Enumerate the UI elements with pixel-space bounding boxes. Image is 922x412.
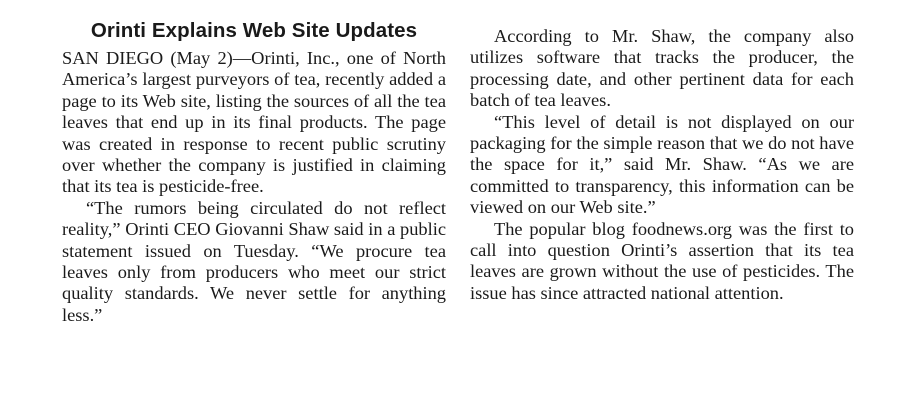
article-paragraph-quote: “The rumors being circulated do not reflect reality,” Orinti CEO Giovanni Shaw said in a public statement issued on Tuesday. “We procure tea leaves only from producers who meet our strict quality standards. We never settle for anything less.” bbox=[62, 197, 446, 325]
article-paragraph-packaging: “This level of detail is not displayed on our packaging for the simple reason that we do not have the space for it,” said Mr. Shaw. “As we are committed to transparency, this information can be viewed on our Web site.” bbox=[470, 111, 854, 218]
article-paragraph-dateline: SAN DIEGO (May 2)—Orinti, Inc., one of North America’s largest purveyors of tea, recently added a page to its Web site, listing the sources of all the tea leaves that end up in its final products. The page was created in response to recent public scrutiny over whether the company is justified in claiming that its tea is pesticide-free. bbox=[62, 48, 446, 197]
news-article bbox=[62, 18, 862, 398]
article-column-right bbox=[470, 26, 854, 304]
article-column-left bbox=[62, 18, 446, 326]
article-paragraph-software: According to Mr. Shaw, the company also utilizes software that tracks the producer, the processing date, and other pertinent data for each batch of tea leaves. bbox=[470, 26, 854, 111]
article-paragraph-blog: The popular blog foodnews.org was the first to call into question Orinti’s assertion that its tea leaves are grown without the use of pesticides. The issue has since attracted national attention. bbox=[470, 218, 854, 303]
article-headline: Orinti Explains Web Site Updates bbox=[90, 19, 418, 42]
